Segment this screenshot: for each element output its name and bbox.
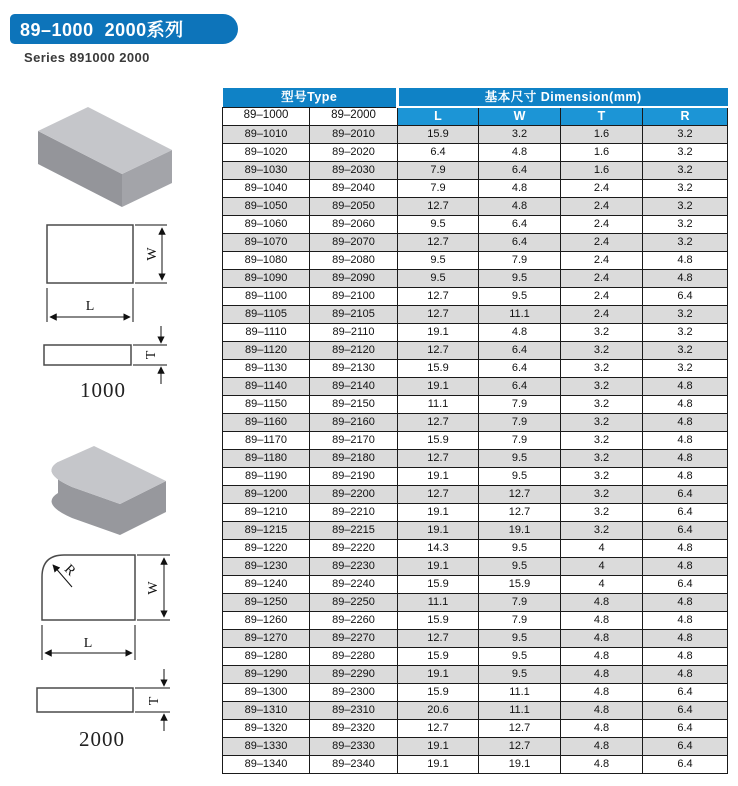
table-row [223, 539, 728, 557]
table-cell: 15.9 [398, 647, 479, 665]
table-cell: 89–1160 [223, 413, 310, 431]
header-col-89-1000: 89–1000 [223, 107, 310, 125]
table-row [223, 395, 728, 413]
table-cell: 14.3 [398, 539, 479, 557]
table-cell: 4.8 [643, 593, 728, 611]
table-cell: 7.9 [479, 431, 561, 449]
table-cell: 4.8 [643, 449, 728, 467]
table-cell: 4.8 [643, 269, 728, 287]
dim-label-w: W [145, 247, 160, 261]
table-cell: 6.4 [643, 287, 728, 305]
table-cell: 89–2340 [310, 755, 398, 773]
table-cell: 12.7 [479, 485, 561, 503]
table-cell: 89–1070 [223, 233, 310, 251]
table-cell: 89–2010 [310, 125, 398, 143]
table-cell: 6.4 [643, 755, 728, 773]
table-row [223, 521, 728, 539]
table-cell: 15.9 [398, 125, 479, 143]
table-cell: 3.2 [561, 431, 643, 449]
table-cell: 89–2290 [310, 665, 398, 683]
table-cell: 19.1 [398, 665, 479, 683]
table-cell: 89–1080 [223, 251, 310, 269]
table-cell: 7.9 [398, 161, 479, 179]
table-cell: 19.1 [398, 503, 479, 521]
table-cell: 12.7 [398, 305, 479, 323]
table-cell: 3.2 [561, 503, 643, 521]
table-cell: 4.8 [643, 413, 728, 431]
table-cell: 6.4 [643, 701, 728, 719]
table-cell: 20.6 [398, 701, 479, 719]
table-cell: 2.4 [561, 305, 643, 323]
table-row [223, 557, 728, 575]
table-cell: 9.5 [479, 647, 561, 665]
table-cell: 3.2 [643, 125, 728, 143]
table-cell: 89–1330 [223, 737, 310, 755]
table-cell: 19.1 [398, 377, 479, 395]
table-cell: 89–1170 [223, 431, 310, 449]
table-cell: 12.7 [398, 485, 479, 503]
table-row [223, 593, 728, 611]
table-cell: 89–2090 [310, 269, 398, 287]
table-cell: 3.2 [561, 377, 643, 395]
table-cell: 89–2215 [310, 521, 398, 539]
table-cell: 19.1 [398, 467, 479, 485]
table-row [223, 287, 728, 305]
table-cell: 4.8 [561, 611, 643, 629]
table-cell: 3.2 [561, 359, 643, 377]
table-cell: 6.4 [643, 575, 728, 593]
table-row [223, 233, 728, 251]
header-col-r: R [643, 107, 728, 125]
table-cell: 4.8 [561, 593, 643, 611]
table-cell: 9.5 [479, 665, 561, 683]
block-3d-view [38, 107, 172, 207]
table-cell: 4.8 [561, 665, 643, 683]
table-cell: 4 [561, 539, 643, 557]
table-cell: 9.5 [398, 215, 479, 233]
table-cell: 89–1270 [223, 629, 310, 647]
table-cell: 4.8 [643, 539, 728, 557]
table-cell: 2.4 [561, 269, 643, 287]
table-cell: 4.8 [561, 737, 643, 755]
table-cell: 89–1150 [223, 395, 310, 413]
table-cell: 4.8 [643, 251, 728, 269]
table-cell: 7.9 [479, 611, 561, 629]
table-cell: 89–2180 [310, 449, 398, 467]
table-cell: 89–1250 [223, 593, 310, 611]
table-cell: 2.4 [561, 251, 643, 269]
table-cell: 89–2060 [310, 215, 398, 233]
table-cell: 3.2 [643, 161, 728, 179]
table-row [223, 359, 728, 377]
table-cell: 3.2 [561, 323, 643, 341]
diagram-2000-series [8, 420, 214, 765]
table-cell: 89–2160 [310, 413, 398, 431]
table-cell: 89–1180 [223, 449, 310, 467]
table-cell: 19.1 [398, 323, 479, 341]
spec-table [222, 88, 728, 774]
table-cell: 3.2 [643, 233, 728, 251]
table-cell: 9.5 [479, 449, 561, 467]
table-cell: 89–2270 [310, 629, 398, 647]
table-cell: 9.5 [398, 251, 479, 269]
table-cell: 89–1340 [223, 755, 310, 773]
table-cell: 15.9 [398, 683, 479, 701]
table-cell: 89–1010 [223, 125, 310, 143]
table-row [223, 449, 728, 467]
table-cell: 9.5 [479, 629, 561, 647]
table-row [223, 269, 728, 287]
table-cell: 89–2040 [310, 179, 398, 197]
table-row [223, 467, 728, 485]
table-cell: 6.4 [643, 503, 728, 521]
table-cell: 4.8 [643, 557, 728, 575]
table-cell: 89–2110 [310, 323, 398, 341]
table-cell: 89–2220 [310, 539, 398, 557]
rounded-block-top-view [42, 555, 170, 660]
dim-label-t: T [147, 696, 162, 706]
table-cell: 1.6 [561, 143, 643, 161]
table-cell: 12.7 [398, 449, 479, 467]
table-cell: 9.5 [479, 557, 561, 575]
table-cell: 3.2 [643, 341, 728, 359]
table-cell: 4.8 [643, 629, 728, 647]
diagram-1000-series [8, 100, 214, 410]
series-subtitle: Series 891000 2000 [24, 50, 150, 65]
table-row [223, 647, 728, 665]
table-cell: 2.4 [561, 287, 643, 305]
table-cell: 6.4 [643, 485, 728, 503]
table-cell: 89–1105 [223, 305, 310, 323]
table-cell: 6.4 [479, 341, 561, 359]
table-cell: 11.1 [398, 395, 479, 413]
table-row [223, 197, 728, 215]
table-row [223, 737, 728, 755]
header-col-t: T [561, 107, 643, 125]
table-cell: 89–2130 [310, 359, 398, 377]
dim-label-w: W [146, 581, 161, 595]
table-cell: 4.8 [479, 179, 561, 197]
table-cell: 6.4 [479, 215, 561, 233]
table-row [223, 629, 728, 647]
spec-table-body [223, 125, 728, 773]
table-cell: 3.2 [643, 305, 728, 323]
table-cell: 4.8 [643, 665, 728, 683]
table-row [223, 215, 728, 233]
table-header-group-row [223, 88, 728, 107]
table-cell: 19.1 [479, 521, 561, 539]
table-cell: 2.4 [561, 197, 643, 215]
table-cell: 4.8 [561, 683, 643, 701]
table-cell: 2.4 [561, 233, 643, 251]
table-cell: 6.4 [643, 521, 728, 539]
table-cell: 89–1020 [223, 143, 310, 161]
table-cell: 89–1120 [223, 341, 310, 359]
table-cell: 4 [561, 557, 643, 575]
table-row [223, 575, 728, 593]
table-cell: 6.4 [479, 161, 561, 179]
table-cell: 4.8 [479, 143, 561, 161]
table-cell: 89–2300 [310, 683, 398, 701]
table-cell: 15.9 [398, 575, 479, 593]
table-cell: 4.8 [561, 701, 643, 719]
table-cell: 89–2310 [310, 701, 398, 719]
table-cell: 3.2 [643, 215, 728, 233]
table-row [223, 611, 728, 629]
table-row [223, 143, 728, 161]
table-cell: 89–1290 [223, 665, 310, 683]
table-row [223, 305, 728, 323]
dim-label-r: R [60, 561, 79, 580]
table-cell: 15.9 [398, 359, 479, 377]
table-row [223, 377, 728, 395]
table-cell: 3.2 [561, 341, 643, 359]
table-cell: 12.7 [479, 737, 561, 755]
table-cell: 6.4 [643, 683, 728, 701]
table-cell: 4.8 [479, 197, 561, 215]
table-cell: 7.9 [479, 593, 561, 611]
table-cell: 19.1 [398, 755, 479, 773]
block-top-view [47, 225, 167, 322]
table-row [223, 665, 728, 683]
table-cell: 89–1215 [223, 521, 310, 539]
table-cell: 6.4 [479, 359, 561, 377]
table-cell: 4.8 [643, 431, 728, 449]
table-cell: 89–2320 [310, 719, 398, 737]
table-cell: 89–1260 [223, 611, 310, 629]
table-row [223, 485, 728, 503]
table-cell: 4.8 [643, 647, 728, 665]
table-cell: 12.7 [398, 341, 479, 359]
table-row [223, 683, 728, 701]
header-col-w: W [479, 107, 561, 125]
table-cell: 19.1 [479, 755, 561, 773]
table-cell: 89–2100 [310, 287, 398, 305]
table-cell: 6.4 [398, 143, 479, 161]
table-cell: 1.6 [561, 125, 643, 143]
table-cell: 3.2 [561, 467, 643, 485]
table-cell: 89–1300 [223, 683, 310, 701]
header-col-l: L [398, 107, 479, 125]
table-cell: 89–2120 [310, 341, 398, 359]
table-cell: 12.7 [398, 413, 479, 431]
table-header-columns-row [223, 107, 728, 125]
table-cell: 2.4 [561, 179, 643, 197]
table-cell: 3.2 [643, 179, 728, 197]
table-cell: 7.9 [479, 413, 561, 431]
table-cell: 89–1230 [223, 557, 310, 575]
table-cell: 9.5 [398, 269, 479, 287]
table-cell: 89–1050 [223, 197, 310, 215]
table-cell: 89–1100 [223, 287, 310, 305]
table-cell: 11.1 [479, 701, 561, 719]
table-cell: 2.4 [561, 215, 643, 233]
table-cell: 89–1200 [223, 485, 310, 503]
table-cell: 89–2210 [310, 503, 398, 521]
table-cell: 89–2050 [310, 197, 398, 215]
table-cell: 12.7 [398, 287, 479, 305]
table-cell: 89–1060 [223, 215, 310, 233]
table-cell: 19.1 [398, 521, 479, 539]
table-cell: 3.2 [561, 395, 643, 413]
table-cell: 3.2 [643, 143, 728, 161]
table-cell: 12.7 [398, 233, 479, 251]
table-cell: 19.1 [398, 557, 479, 575]
table-cell: 15.9 [398, 431, 479, 449]
table-cell: 4.8 [561, 755, 643, 773]
table-cell: 89–2250 [310, 593, 398, 611]
table-cell: 6.4 [479, 233, 561, 251]
table-cell: 4.8 [643, 377, 728, 395]
table-cell: 89–1110 [223, 323, 310, 341]
table-row [223, 503, 728, 521]
table-cell: 15.9 [398, 611, 479, 629]
table-cell: 89–2260 [310, 611, 398, 629]
table-cell: 4.8 [561, 719, 643, 737]
table-cell: 89–1140 [223, 377, 310, 395]
header-dimension-group: 基本尺寸 Dimension(mm) [398, 88, 728, 107]
table-cell: 89–2080 [310, 251, 398, 269]
diagram-caption-2000: 2000 [79, 727, 125, 751]
table-cell: 15.9 [479, 575, 561, 593]
table-cell: 11.1 [398, 593, 479, 611]
table-cell: 3.2 [561, 521, 643, 539]
table-cell: 3.2 [479, 125, 561, 143]
table-cell: 89–2280 [310, 647, 398, 665]
table-cell: 89–1220 [223, 539, 310, 557]
table-cell: 4.8 [643, 467, 728, 485]
table-cell: 4.8 [561, 647, 643, 665]
table-cell: 9.5 [479, 269, 561, 287]
table-cell: 9.5 [479, 539, 561, 557]
header-type-group: 型号Type [223, 88, 398, 107]
table-cell: 89–1190 [223, 467, 310, 485]
table-cell: 89–2240 [310, 575, 398, 593]
rounded-block-side-view [37, 669, 170, 731]
table-cell: 6.4 [643, 719, 728, 737]
table-cell: 19.1 [398, 737, 479, 755]
dim-label-l: L [85, 299, 95, 314]
header-col-89-2000: 89–2000 [310, 107, 398, 125]
table-cell: 12.7 [479, 719, 561, 737]
table-row [223, 341, 728, 359]
table-cell: 89–2190 [310, 467, 398, 485]
table-row [223, 125, 728, 143]
table-cell: 7.9 [479, 251, 561, 269]
table-cell: 7.9 [479, 395, 561, 413]
table-cell: 89–1040 [223, 179, 310, 197]
table-row [223, 701, 728, 719]
series-banner-title: 89–1000 2000系列 [20, 20, 184, 40]
table-cell: 7.9 [398, 179, 479, 197]
table-cell: 1.6 [561, 161, 643, 179]
table-cell: 3.2 [561, 485, 643, 503]
table-cell: 4 [561, 575, 643, 593]
table-cell: 89–1310 [223, 701, 310, 719]
table-cell: 12.7 [479, 503, 561, 521]
table-cell: 4.8 [643, 611, 728, 629]
table-cell: 89–1030 [223, 161, 310, 179]
table-row [223, 413, 728, 431]
table-cell: 3.2 [561, 449, 643, 467]
table-cell: 89–2070 [310, 233, 398, 251]
table-cell: 89–2105 [310, 305, 398, 323]
table-cell: 6.4 [643, 737, 728, 755]
table-cell: 4.8 [479, 323, 561, 341]
table-cell: 3.2 [643, 323, 728, 341]
table-cell: 89–2140 [310, 377, 398, 395]
dim-label-l: L [83, 636, 93, 651]
table-cell: 89–2330 [310, 737, 398, 755]
table-cell: 89–2150 [310, 395, 398, 413]
table-cell: 6.4 [479, 377, 561, 395]
table-cell: 3.2 [643, 359, 728, 377]
table-cell: 3.2 [643, 197, 728, 215]
diagram-caption-1000: 1000 [80, 378, 126, 402]
table-cell: 9.5 [479, 467, 561, 485]
table-row [223, 431, 728, 449]
table-cell: 3.2 [561, 413, 643, 431]
table-cell: 89–1240 [223, 575, 310, 593]
table-cell: 11.1 [479, 683, 561, 701]
table-cell: 4.8 [643, 395, 728, 413]
table-row [223, 179, 728, 197]
table-cell: 11.1 [479, 305, 561, 323]
table-row [223, 719, 728, 737]
table-cell: 89–2170 [310, 431, 398, 449]
series-banner [10, 14, 238, 44]
table-row [223, 755, 728, 773]
table-cell: 9.5 [479, 287, 561, 305]
table-cell: 89–1280 [223, 647, 310, 665]
table-cell: 89–1210 [223, 503, 310, 521]
table-cell: 89–2200 [310, 485, 398, 503]
table-cell: 89–1320 [223, 719, 310, 737]
table-row [223, 251, 728, 269]
table-cell: 89–2020 [310, 143, 398, 161]
table-cell: 89–1090 [223, 269, 310, 287]
table-row [223, 323, 728, 341]
table-row [223, 161, 728, 179]
table-cell: 12.7 [398, 719, 479, 737]
table-cell: 89–2230 [310, 557, 398, 575]
table-cell: 4.8 [561, 629, 643, 647]
dim-label-t: T [144, 350, 159, 360]
table-cell: 12.7 [398, 197, 479, 215]
table-cell: 89–2030 [310, 161, 398, 179]
table-cell: 12.7 [398, 629, 479, 647]
table-cell: 89–1130 [223, 359, 310, 377]
block-side-view [44, 326, 167, 384]
rounded-block-3d-view [52, 446, 166, 535]
